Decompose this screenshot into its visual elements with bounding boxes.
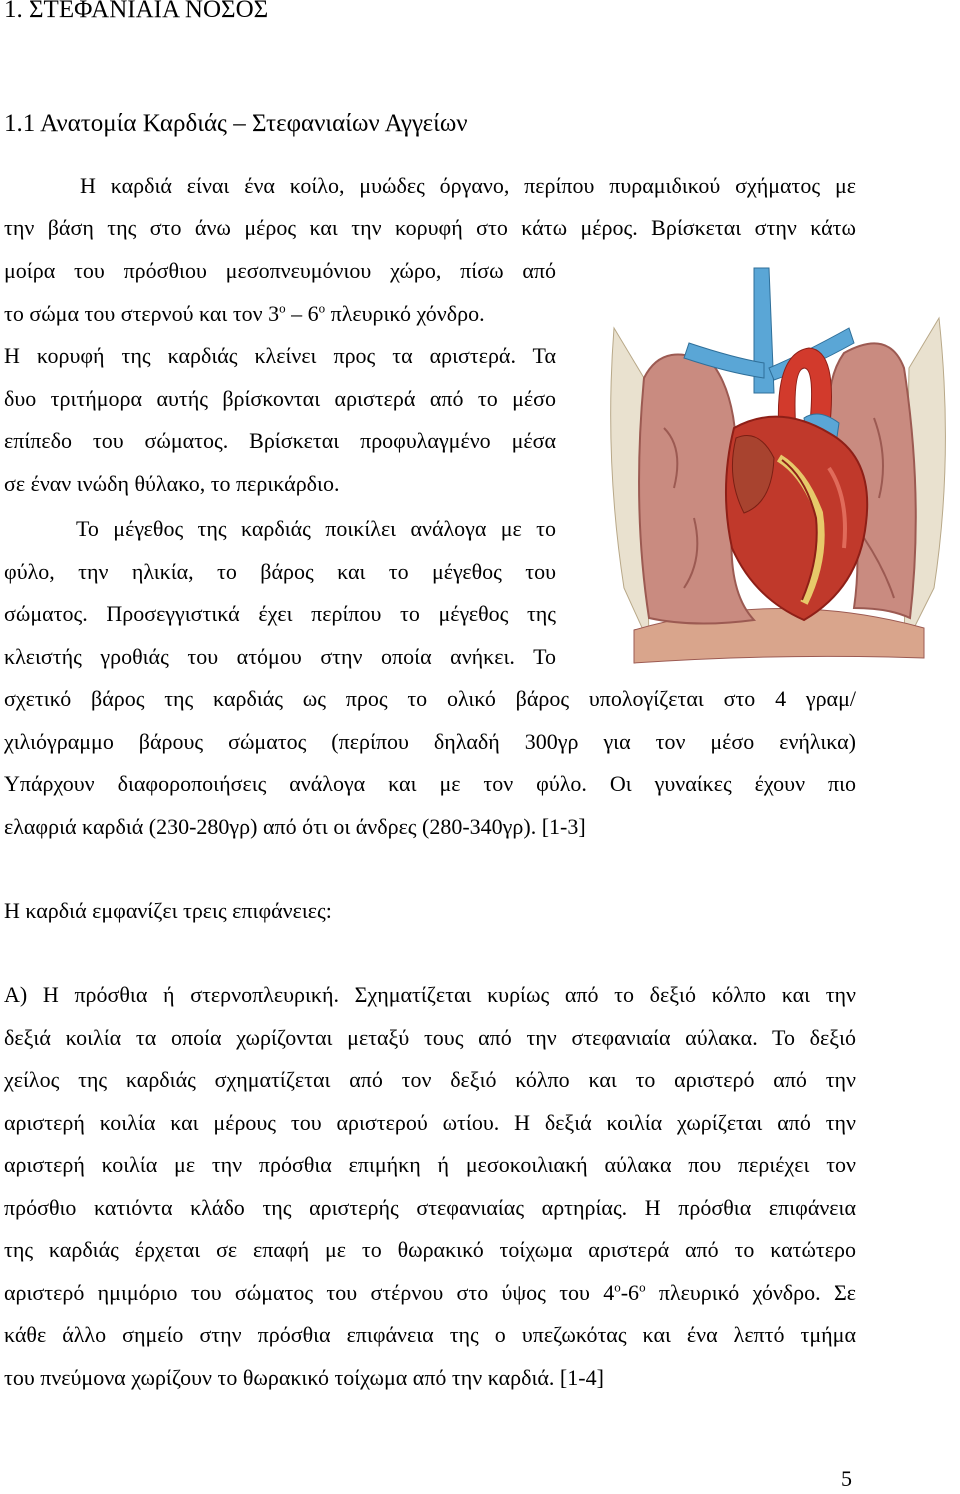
superscript: ο [614, 1279, 621, 1295]
text-line: φύλο, την ηλικία, το βάρος και το μέγεθος του [4, 558, 556, 584]
section-title: 1.1 Ανατομία Καρδιάς – Στεφανιαίων Αγγείων [4, 110, 468, 137]
text-line: του πνεύμονα χωρίζουν το θωρακικό τοίχωμα από την καρδιά. [1-4] [4, 1364, 604, 1390]
text-fragment: πλευρικό χόνδρο. Σε [645, 1279, 856, 1305]
heart-anatomy-figure [604, 258, 954, 670]
text-line: κάθε άλλο σημείο στην πρόσθια επιφάνεια της ο υπεζωκότας και ένα λεπτό τμήμα [4, 1322, 856, 1347]
text-line: χιλιόγραμμο βάρους σώματος (περίπου δηλαδή 300γρ για τον μέσο ενήλικα) [4, 728, 856, 754]
text-line: αριστερή κοιλία και μέρους του αριστερού ωτίου. Η δεξιά κοιλία χωρίζεται από την [4, 1109, 856, 1135]
paragraph-2-full-width [4, 678, 856, 848]
paragraph-1-wrapped [4, 250, 556, 505]
page-number: 5 [841, 1466, 852, 1491]
text-line: επίπεδο του σώματος. Βρίσκεται προφυλαγμένο μέσα [4, 428, 556, 453]
paragraph-1-line-2 [4, 207, 856, 250]
text-line: χείλος της καρδιάς σχηματίζεται από τον δεξιό κόλπο και το αριστερό από την [4, 1067, 856, 1092]
text-line: ελαφριά καρδιά (230-280γρ) από ότι οι άνδρες (280-340γρ). [1-3] [4, 813, 586, 839]
superscript: ο [318, 300, 326, 316]
text-line: δυο τριτήμορα αυτής βρίσκονται αριστερά από το μέσο [4, 385, 556, 411]
text-line: σε έναν ινώδη θύλακο, το περικάρδιο. [4, 470, 340, 496]
text-line-with-superscript [4, 293, 556, 336]
text-line: την βάση της στο άνω μέρος και την κορυφή στο κάτω μέρος. Βρίσκεται στην κάτω [4, 215, 856, 240]
text-line: αριστερή κοιλία με την πρόσθια επιμήκη ή μεσοκοιλιακή αύλακα που περιέχει τον [4, 1152, 856, 1177]
text-fragment: – 6 [285, 300, 319, 326]
paragraph-1-first-line [4, 165, 856, 208]
text-fragment: πλευρικό χόνδρο. [325, 300, 485, 326]
text-line: κλειστής γροθιάς του ατόμου στην οποία ανήκει. Το [4, 643, 556, 669]
text-line: σχετικό βάρος της καρδιάς ως προς το ολικό βάρος υπολογίζεται στο 4 γραμ/ [4, 686, 856, 711]
text-line: δεξιά κοιλία τα οποία χωρίζονται μεταξύ τους από την στεφανιαία αύλακα. Το δεξιό [4, 1024, 856, 1050]
text-line: Η κορυφή της καρδιάς κλείνει προς τα αριστερά. Τα [4, 343, 556, 368]
text-line: Η καρδιά εμφανίζει τρεις επιφάνειες: [4, 898, 332, 923]
chapter-title: 1. ΣΤΕΦΑΝΙΑΙΑ ΝΟΣΟΣ [4, 0, 269, 23]
heart-anatomy-illustration-icon [604, 258, 954, 670]
text-line: Υπάρχουν διαφοροποιήσεις ανάλογα και με τον φύλο. Οι γυναίκες έχουν πιο [4, 771, 856, 796]
text-line: της καρδιάς έρχεται σε επαφή με το θωρακικό τοίχωμα αριστερά από το κατώτερο [4, 1237, 856, 1262]
text-line-with-superscript [4, 1272, 856, 1315]
paragraph-2-wrapped [4, 508, 556, 678]
text-line: πρόσθιο κατιόντα κλάδο της αριστερής στεφανιαίας αρτηρίας. Η πρόσθια επιφάνεια [4, 1194, 856, 1220]
text-line: μοίρα του πρόσθιου μεσοπνευμόνιου χώρο, πίσω από [4, 258, 556, 283]
text-line: Η καρδιά είναι ένα κοίλο, μυώδες όργανο, περίπου πυραμιδικού σχήματος με [80, 173, 856, 198]
text-fragment: αριστερό ημιμόριο του σώματος του στέρνου στο ύψος του 4 [4, 1279, 615, 1305]
text-fragment: -6 [620, 1279, 640, 1305]
text-fragment: το σώμα του στερνού και τον 3 [4, 300, 280, 326]
superscript: ο [639, 1279, 646, 1295]
paragraph-3 [4, 890, 856, 933]
superscript: ο [279, 300, 286, 316]
text-line: σώματος. Προσεγγιστικά έχει περίπου το μέγεθος της [4, 601, 556, 626]
paragraph-4 [4, 974, 856, 1399]
text-line: Το μέγεθος της καρδιάς ποικίλει ανάλογα με το [76, 516, 556, 541]
text-line: Α) Η πρόσθια ή στερνοπλευρική. Σχηματίζεται κυρίως από το δεξιό κόλπο και την [4, 982, 856, 1007]
